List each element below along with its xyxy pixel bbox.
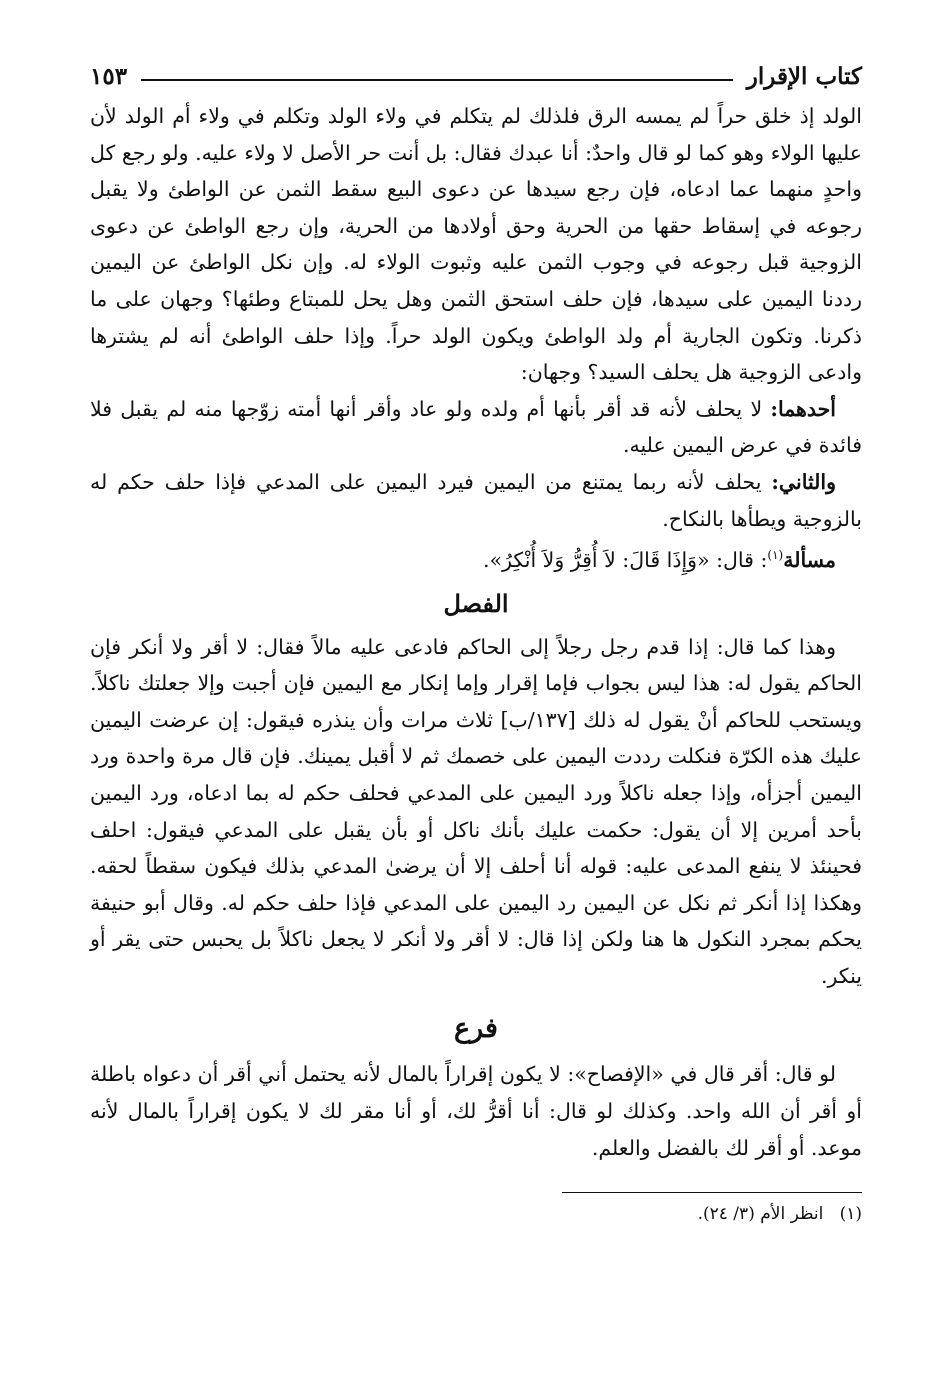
header-rule <box>141 79 733 81</box>
footnote-text: انظر الأم (٣/ ٢٤). <box>697 1204 824 1225</box>
second-view-text: يحلف لأنه ربما يمتنع من اليمين فيرد اليمين على المدعي فإذا حلف حكم له بالزوجية ويطأها بالنكاح. <box>90 469 862 531</box>
paragraph-branch: لو قال: أقر قال في «الإفصاح»: لا يكون إقراراً بالمال لأنه يحتمل أني أقر أن دعواه باطلة أو أقر أن الله واحد. وكذلك لو قال: أنا أقرُّ لك، أو أنا مقر لك لا يكون إقراراً بالمال لأنه موعد. أو أقر لك بالفضل والعلم. <box>90 1062 862 1160</box>
footnote-rule <box>562 1192 862 1193</box>
paragraph-first-view <box>90 391 862 464</box>
running-header <box>90 58 862 90</box>
second-view-label: والثاني: <box>771 469 836 494</box>
issue-text: : قال: «وَإِذَا قَالَ: لاَ أُقِرُّ وَلاَ أُنْكِرُ». <box>483 547 768 572</box>
first-view-text: لا يحلف لأنه قد أقر بأنها أم ولده ولو عاد وأقر أنها أمته زوّجها منه لم يقبل فلا فائدة في عرض اليمين عليه. <box>90 396 862 458</box>
issue-label: مسألة <box>783 547 836 572</box>
footnote-number: (١) <box>839 1204 862 1225</box>
paragraph-opening: الولد إذ خلق حراً لم يمسه الرق فلذلك لم يتكلم في ولاء الولد وتكلم في ولاء أم الولد لأن عليها الولاء وهو كما لو قال واحدٌ: أنا عبدك فقال: بل أنت حر الأصل لا ولاء عليه. ولو رجع كل واحدٍ منهما عما ادعاه، فإن رجع سيدها عن دعوى البيع سقط الثمن عن الواطئ ولا يقبل رجوعه في إسقاط حقها من الحرية وحق أولادها من الحرية، وإن رجع الواطئ عن دعوى الزوجية قبل رجوعه في وجوب الثمن عليه وثبوت الولاء له. وإن نكل الواطئ عن اليمين رددنا اليمين على سيدها، فإن حلف استحق الثمن وهل يحل للمبتاع وطئها؟ وجهان على ما ذكرنا. وتكون الجارية أم ولد الواطئ ويكون الولد حراً. وإذا حلف الواطئ أنه لم يشترها وادعى الزوجية هل يحلف السيد؟ وجهان: <box>90 104 862 385</box>
paragraph-section: وهذا كما قال: إذا قدم رجل رجلاً إلى الحاكم فادعى عليه مالاً فقال: لا أقر ولا أنكر فإن الحاكم يقول له: هذا ليس بجواب فإما إقرار وإما إنكار مع اليمين فإن أجبت وإلا جعلتك ناكلاً. ويستحب للحاكم أنْ يقول له ذلك [١٣٧/ب] ثلاث مرات وأن ينذره فيقول: إن عرضت اليمين عليك هذه الكرّة فنكلت رددت اليمين على خصمك ثم لا أقبل يمينك. فإن قال مرة واحدة ورد اليمين أجزأه، وإذا جعله ناكلاً ورد اليمين على المدعي فحلف حكم له بما ادعاه، ورد اليمين بأحد أمرين إلا أن يقول: حكمت عليك بأنك ناكل أو بأن يقبل على المدعي فيقول: احلف فحينئذ لا ينفع المدعى عليه: قوله أنا أحلف إلا أن يرضىٰ المدعي بذلك فيكون سقطاً لحقه. وهكذا إذا أنكر ثم نكل عن اليمين رد اليمين على المدعي فإذا حلف حكم له. وقال أبو حنيفة يحكم بمجرد النكول ها هنا ولكن إذا قال: لا أقر ولا أنكر لا يجعل ناكلاً بل يحبس حتى يقر أو ينكر. <box>90 634 862 988</box>
paragraph-second-view <box>90 464 862 537</box>
footnote-reference: (١) <box>767 548 784 563</box>
first-view-label: أحدهما: <box>770 396 836 421</box>
footnote <box>90 1199 862 1229</box>
paragraph-issue <box>90 537 862 578</box>
page-number: ١٥٣ <box>90 63 128 90</box>
section-heading: الفصل <box>443 588 509 618</box>
running-title: كتاب الإقرار <box>746 63 862 90</box>
branch-heading: فرع <box>454 1013 498 1045</box>
